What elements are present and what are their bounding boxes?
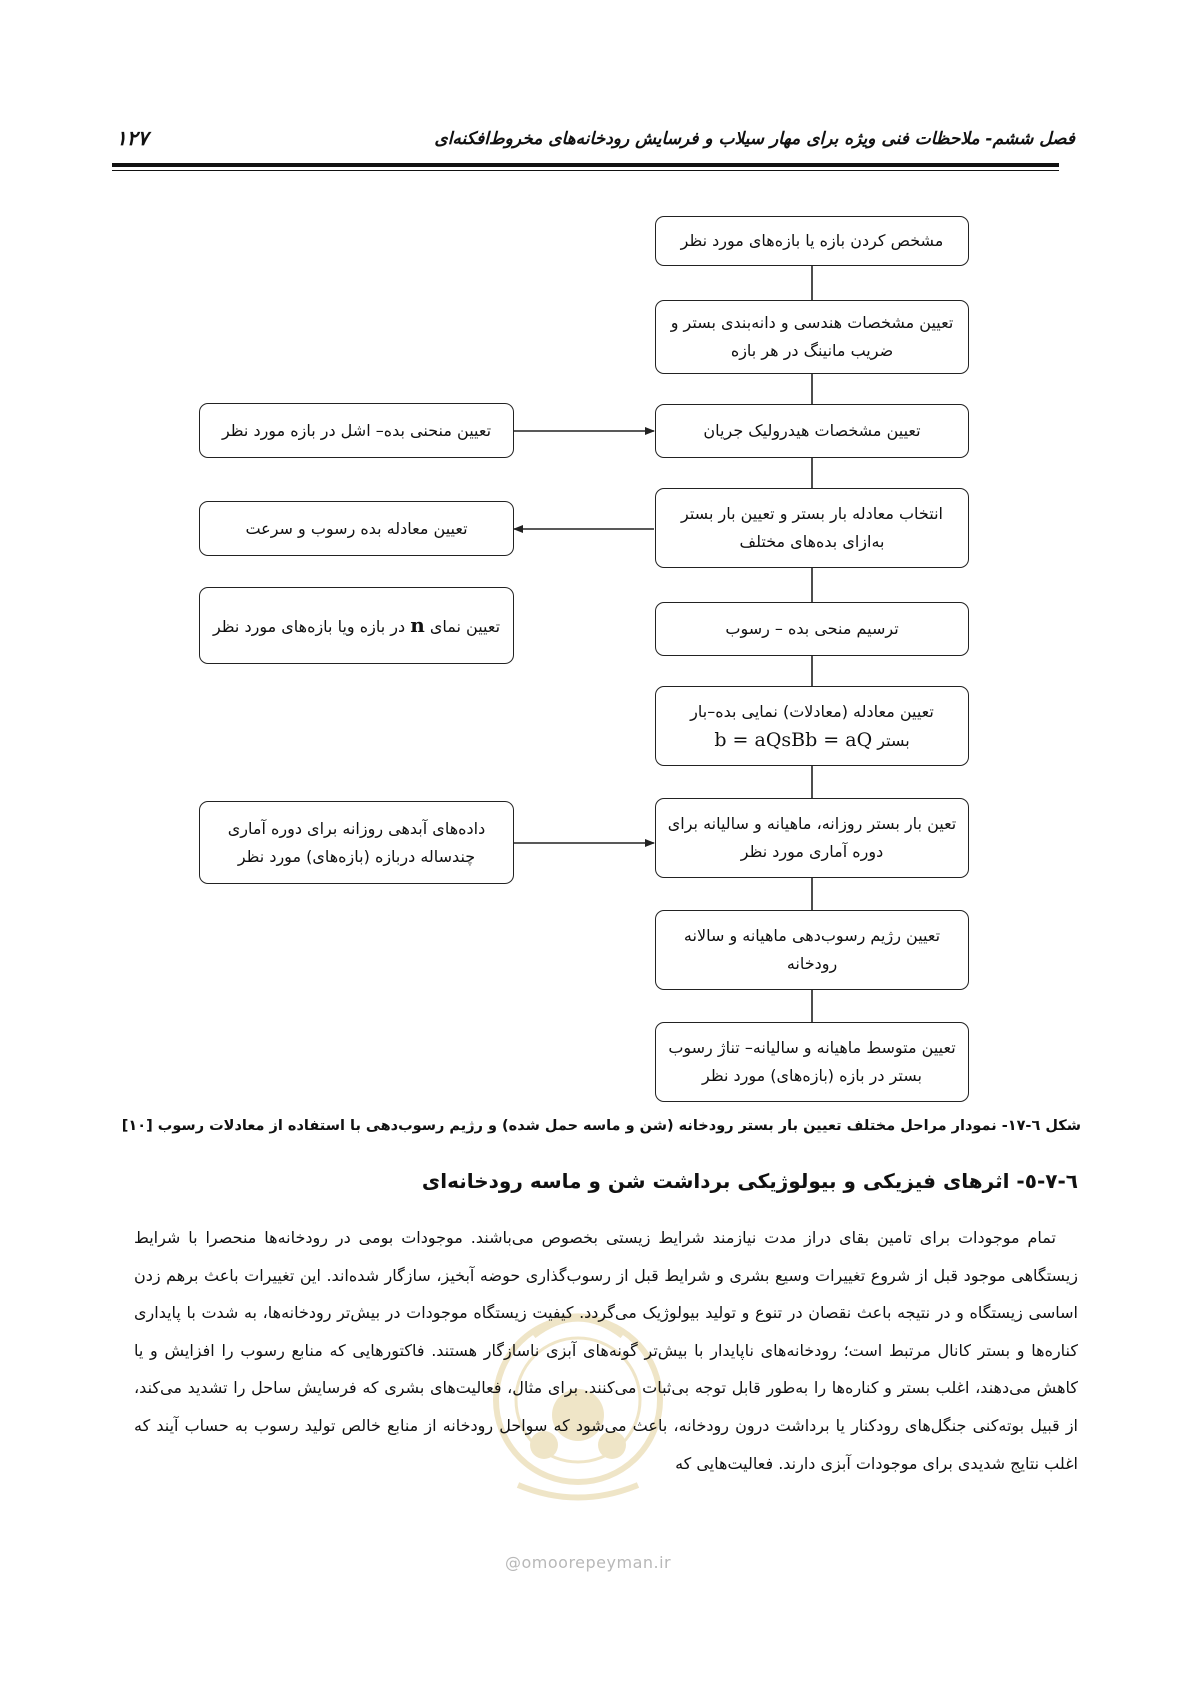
flow-box-rating-curve: ترسیم منحی بده – رسوب	[655, 602, 969, 656]
equation-box-line2	[714, 726, 909, 755]
flow-box-geometry-manning: تعیین مشخصات هندسی و دانه‌بندی بستر و ضریب مانینگ در هر بازه	[655, 300, 969, 374]
side-box-daily-discharge-data: داده‌های آبدهی روزانه برای دوره آماری چندساله دربازه (بازه‌های) مورد نظر	[199, 801, 514, 884]
equation-box-word: بستر	[877, 730, 910, 750]
flow-box-exponential-equation	[655, 686, 969, 766]
body-paragraph-container	[134, 1219, 1078, 1482]
running-header-title: فصل ششم- ملاحظات فنی ویژه برای مهار سیلاب و فرسایش رودخانه‌های مخروط‌افکنه‌ای	[434, 129, 1075, 149]
body-paragraph: تمام موجودات برای تامین بقای دراز مدت نیازمند شرایط زیستی بخصوص می‌باشند. موجودات بومی در رودخانه‌ها منحصرا با شرایط زیستگاهی موجود قبل از شروع تغییرات وسیع بشری و شرایط قبل از رسوب‌گذاری حوضه آبخیز، سازگار شده‌اند. این تغییرات باعث برهم زدن اساسی زیستگاه و در نتیجه باعث نقصان در تنوع و تولید بیولوژیک می‌گردد. کیفیت زیستگاه موجودات در بیش‌تر رودخانه‌ها، به شدت با پایداری کناره‌ها و بستر کانال مرتبط است؛ رودخانه‌های ناپایدار با بیش‌تر گونه‌های آبزی ناسازگار هستند. فاکتورهایی که منابع رسوب را افزایش و یا کاهش می‌دهند، اغلب بستر و کناره‌ها را به‌طور قابل توجه بی‌ثبات می‌کنند. برای مثال، فعالیت‌های بشری که فرسایش ساحل را تشدید می‌کند، از قبیل بوته‌کنی جنگل‌های رودکنار یا برداشت درون رودخانه، باعث می‌شود که سواحل رودخانه از منابع خالص تولید رسوب به حساب آیند که اغلب نتایج شدیدی برای موجودات آبزی دارند. فعالیت‌هایی که	[134, 1228, 1078, 1473]
flow-box-bedload-equation: انتخاب معادله بار بستر و تعیین بار بستر به‌ازای بده‌های مختلف	[655, 488, 969, 568]
flow-box-define-reaches: مشخص کردن بازه یا بازه‌های مورد نظر	[655, 216, 969, 266]
flow-box-sediment-regime: تعیین رژیم رسوب‌دهی ماهیانه و سالانه رودخانه	[655, 910, 969, 990]
flow-box-average-tonnage: تعیین متوسط ماهیانه و سالیانه– تناژ رسوب بستر در بازه (بازه‌های) مورد نظر	[655, 1022, 969, 1102]
equation-formula: b = aQsBb = aQ	[714, 728, 873, 751]
side-box-exponent-n	[199, 587, 514, 664]
exponent-n-symbol: n	[410, 612, 425, 637]
exponent-n-text	[213, 611, 500, 641]
equation-box-line1: تعیین معادله (معادلات) نمایی بده–بار	[690, 701, 934, 721]
page-number: ۱۲۷	[116, 126, 149, 150]
side-box-sediment-velocity: تعیین معادله بده رسوب و سرعت	[199, 501, 514, 556]
exponent-n-after: در بازه ویا بازه‌های مورد نظر	[212, 616, 406, 636]
section-heading: ٦-٧-٥- اثرهای فیزیکی و بیولوژیکی برداشت شن و ماسه رودخانه‌ای	[421, 1169, 1078, 1193]
flow-box-daily-monthly-load: تعین بار بستر روزانه، ماهیانه و سالیانه برای دوره آماری مورد نظر	[655, 798, 969, 878]
side-box-stage-discharge: تعیین منحنی بده– اشل در بازه مورد نظر	[199, 403, 514, 458]
flow-box-hydraulic-properties: تعیین مشخصات هیدرولیک جریان	[655, 404, 969, 458]
exponent-n-before: تعیین نمای	[429, 616, 501, 636]
figure-caption: شکل ٦-١٧- نمودار مراحل مختلف تعیین بار بستر رودخانه (شن و ماسه حمل شده) و رژیم رسوب‌دهی با استفاده از معادلات رسوب [١٠]	[121, 1118, 1081, 1134]
site-watermark: @omoorepeyman.ir	[505, 1553, 672, 1572]
